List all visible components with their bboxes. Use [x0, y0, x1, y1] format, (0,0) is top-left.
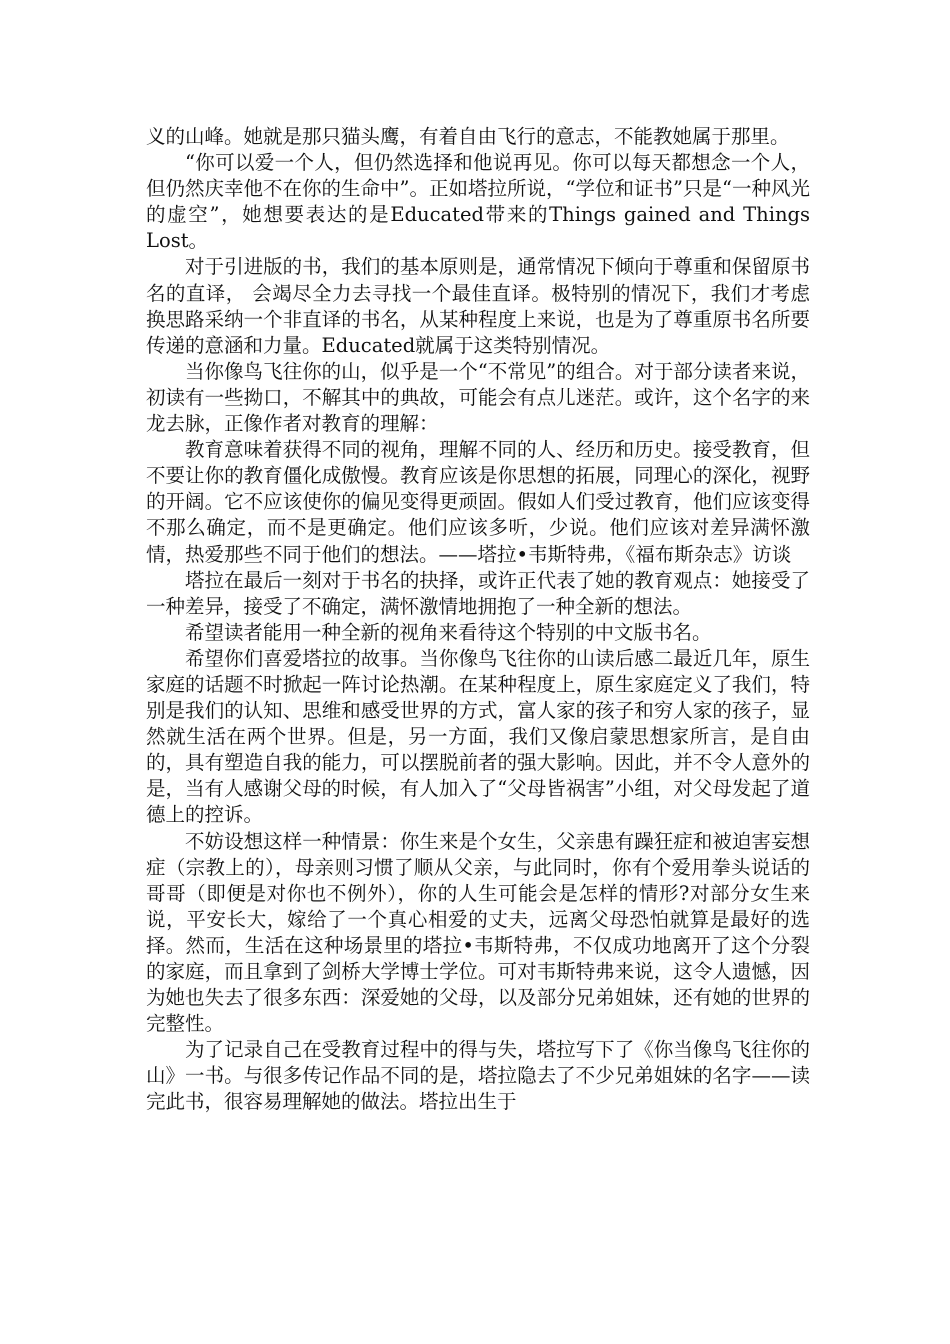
document-body — [146, 124, 810, 1116]
paragraph-7: 希望读者能用一种全新的视角来看待这个特别的中文版书名。 — [185, 620, 712, 644]
paragraph-1: 义的山峰。她就是那只猫头鹰，有着自由飞行的意志，不能教她属于那里。 — [146, 125, 790, 148]
paragraph-8: 希望你们喜爱塔拉的故事。当你像鸟飞往你的山读后感二最近几年，原生家庭的话题不时掀起一阵讨论热潮。在某种程度上，原生家庭定义了我们，特别是我们的认知、思维和感受世界的方式，富人家的孩子和穷人家的孩子，显然就生活在两个世界。但是，另一方面，我们又像启蒙思想家所言，是自由的，具有塑造自我的能力，可以摆脱前者的强大影响。因此，并不令人意外的是，当有人感谢父母的时候，有人加入了“父母皆祸害”小组，对父母发起了道德上的控诉。 — [146, 646, 810, 827]
paragraph-10: 为了记录自己在受教育过程中的得与失，塔拉写下了《你当像鸟飞往你的山》一书。与很多传记作品不同的是，塔拉隐去了不少兄弟姐妹的名字——读完此书，很容易理解她的做法。塔拉出生于 — [146, 1038, 810, 1114]
paragraph-4: 当你像鸟飞往你的山，似乎是一个“不常见”的组合。对于部分读者来说，初读有一些拗口，不解其中的典故，可能会有点儿迷茫。或许，这个名字的来龙去脉，正像作者对教育的理解： — [146, 359, 810, 436]
paragraph-9: 不妨设想这样一种情景：你生来是个女生，父亲患有躁狂症和被迫害妄想症（宗教上的），母亲则习惯了顺从父亲，与此同时，你有个爱用拳头说话的哥哥（即便是对你也不例外），你的人生可能会是怎样的情形?对部分女生来说，平安长大，嫁给了一个真心相爱的丈夫，远离父母恐怕就算是最好的选择。然而，生活在这种场景里的塔拉•韦斯特弗，不仅成功地离开了这个分裂的家庭，而且拿到了剑桥大学博士学位。可对韦斯特弗来说，这令人遗憾，因为她也失去了很多东西：深爱她的父母，以及部分兄弟姐妹，还有她的世界的完整性。 — [146, 829, 810, 1036]
paragraph-5-quote: 教育意味着获得不同的视角，理解不同的人、经历和历史。接受教育，但不要让你的教育僵化成傲慢。教育应该是你思想的拓展，同理心的深化，视野的开阔。它不应该使你的偏见变得更顽固。假如人们受过教育，他们应该变得不那么确定，而不是更确定。他们应该多听，少说。他们应该对差异满怀激情，热爱那些不同于他们的想法。——塔拉•韦斯特弗，《福布斯杂志》访谈 — [146, 438, 810, 566]
paragraph-6: 塔拉在最后一刻对于书名的抉择，或许正代表了她的教育观点：她接受了一种差异，接受了不确定，满怀激情地拥抱了一种全新的想法。 — [146, 568, 810, 618]
paragraph-2: “你可以爱一个人，但仍然选择和他说再见。你可以每天都想念一个人，但仍然庆幸他不在你的生命中”。正如塔拉所说，“学位和证书”只是“一种风光的虚空”，她想要表达的是Educated带来的Things gained and Things Lost。 — [146, 151, 810, 253]
paragraph-3: 对于引进版的书，我们的基本原则是，通常情况下倾向于尊重和保留原书名的直译， 会竭尽全力去寻找一个最佳直译。极特别的情况下，我们才考虑换思路采纳一个非直译的书名，从某种程度上来说，也是为了尊重原书名所要传递的意涵和力量。Educated就属于这类特别情况。 — [146, 255, 810, 357]
